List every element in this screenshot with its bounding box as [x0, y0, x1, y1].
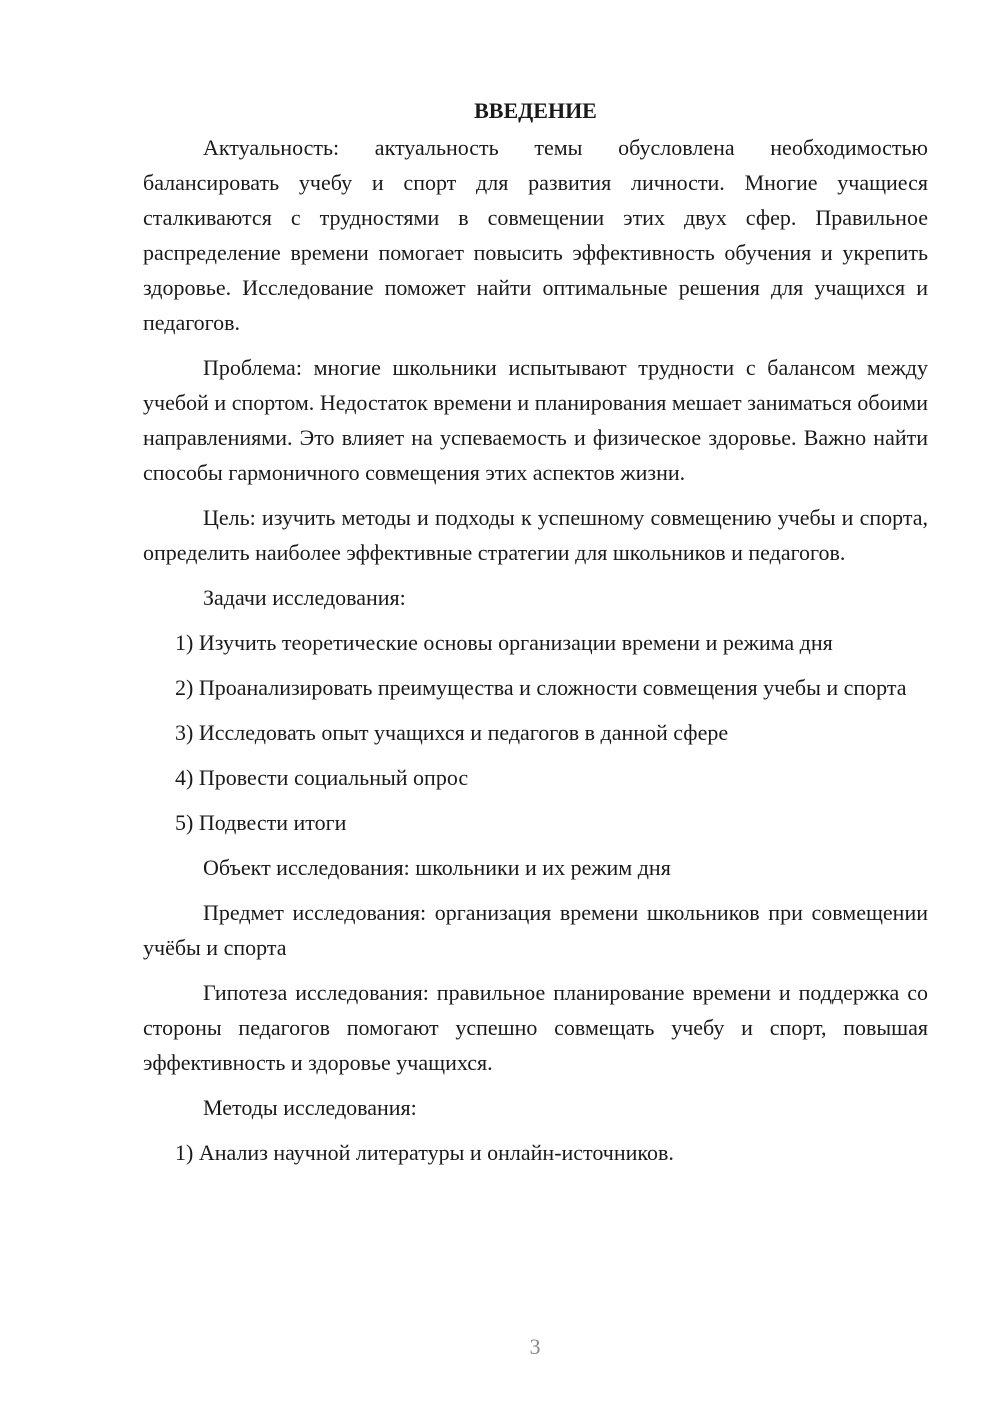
task-item-3: 3) Исследовать опыт учащихся и педагогов в данной сфере — [175, 720, 729, 745]
methods-heading: Методы исследования: — [203, 1095, 417, 1120]
document-page — [143, 93, 928, 1180]
task-item-4: 4) Провести социальный опрос — [175, 765, 469, 790]
page-title: ВВЕДЕНИЕ — [474, 98, 597, 123]
hypothesis-paragraph: Гипотеза исследования: правильное планирование времени и поддержка со стороны педагогов помогают успешно совмещать учебу и спорт, повышая эффективность и здоровье учащихся. — [143, 980, 928, 1075]
task-item-1: 1) Изучить теоретические основы организации времени и режима дня — [175, 630, 833, 655]
tasks-heading: Задачи исследования: — [203, 585, 406, 610]
object-paragraph: Объект исследования: школьники и их режим дня — [203, 855, 671, 880]
method-item-1: 1) Анализ научной литературы и онлайн-источников. — [175, 1140, 674, 1165]
subject-paragraph: Предмет исследования: организация времени школьников при совмещении учёбы и спорта — [143, 900, 928, 960]
task-item-5: 5) Подвести итоги — [175, 810, 347, 835]
task-item-2: 2) Проанализировать преимущества и сложности совмещения учебы и спорта — [175, 675, 907, 700]
page-number: 3 — [529, 1334, 541, 1359]
relevance-paragraph: Актуальность: актуальность темы обусловлена необходимостью балансировать учебу и спорт для развития личности. Многие учащиеся сталкиваются с трудностями в совмещении этих двух сфер. Правильное распределение времени помогает повысить эффективность обучения и укрепить здоровье. Исследование поможет найти оптимальные решения для учащихся и педагогов. — [143, 135, 928, 335]
problem-paragraph: Проблема: многие школьники испытывают трудности с балансом между учебой и спортом. Недостаток времени и планирования мешает заниматься обоими направлениями. Это влияет на успеваемость и физическое здоровье. Важно найти способы гармоничного совмещения этих аспектов жизни. — [143, 355, 928, 485]
goal-paragraph: Цель: изучить методы и подходы к успешному совмещению учебы и спорта, определить наиболее эффективные стратегии для школьников и педагогов. — [143, 505, 928, 565]
